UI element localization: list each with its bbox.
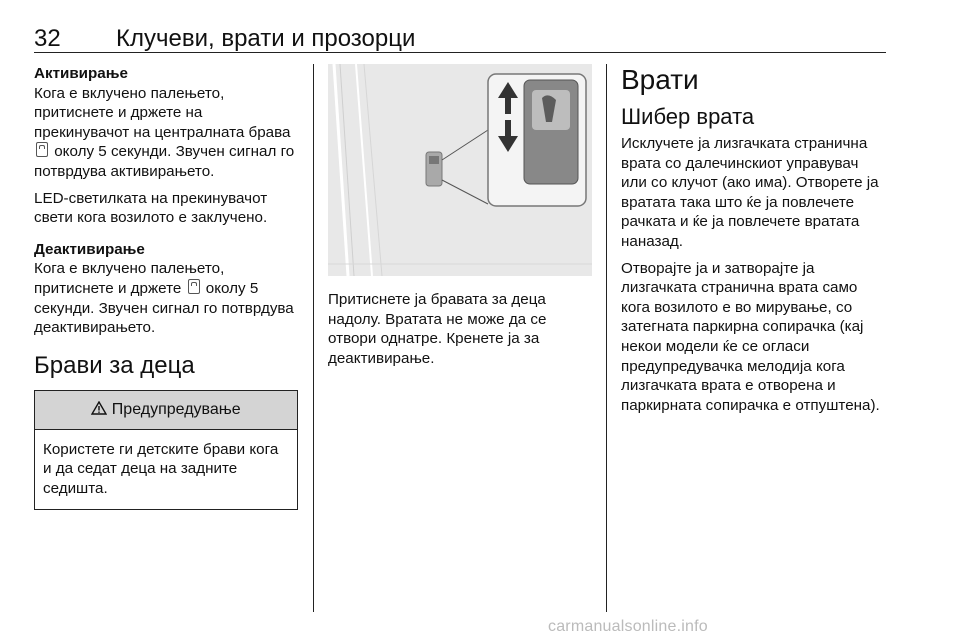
page-number: 32 (34, 25, 61, 52)
column-divider-left (313, 64, 314, 612)
column-divider-right (606, 64, 607, 612)
header-rule (34, 52, 886, 53)
activation-heading: Активирање (34, 65, 128, 82)
warning-box (34, 390, 298, 510)
column-left (34, 64, 300, 510)
led-paragraph: LED-светилката на прекинувачот свети кога возилото е заклучено. (34, 189, 268, 227)
warning-text: Користете ги детските брави кога и да седат деца на задните седишта. (43, 440, 279, 497)
warning-title: Предупредување (111, 400, 241, 418)
watermark: carmanualsonline.info (548, 618, 708, 635)
activation-text-b: околу 5 секунди. Звучен сигнал го потврдува активирањето. (34, 143, 295, 180)
page-title: Клучеви, врати и прозорци (116, 25, 416, 52)
central-lock-icon (36, 142, 48, 157)
activation-text-a: Кога е вклучено палењето, притиснете и држете на прекинувачот на централната брава (34, 84, 291, 141)
illustration-caption: Притиснете ја бравата за деца надолу. Вратата не може да се отвори однатре. Кренете ја за деактивирање. (328, 291, 547, 367)
child-lock-illustration (328, 64, 592, 276)
page-header (34, 26, 886, 52)
warning-header (35, 391, 297, 430)
deactivation-text-a: Кога е вклучено палењето, притиснете и држете (34, 260, 225, 297)
sliding-door-paragraph-2: Отворајте ја и затворајте ја лизгачката странична врата само кога возилото е во мирување, со затегната паркирна сопирачка (кај некои модели ќе се огласи предупредувачка мелодија кога лизгачката врата е отворена и паркирната сопирачка е отпуштена). (621, 259, 880, 414)
deactivation-heading: Деактивирање (34, 240, 145, 258)
sliding-door-paragraph-1: Исклучете ја лизгачката странична врата со далечинскиот управувач или со клучот (ако има). Отворете ја вратата така што ќе ја повлечете рачката и ќе ја повлечете вратата наназад. (621, 135, 879, 250)
deactivation-paragraph (34, 259, 300, 337)
deactivation-text-b: околу 5 секунди. Звучен сигнал го потврдува деактивирањето. (34, 279, 294, 337)
doors-heading: Врати (621, 64, 699, 95)
column-right (621, 64, 886, 422)
central-lock-icon (188, 279, 200, 294)
column-middle (328, 64, 592, 375)
activation-paragraph (34, 84, 300, 182)
warning-triangle-icon (91, 401, 107, 415)
door-edge-drawing (328, 64, 592, 276)
sliding-door-heading: Шибер врата (621, 104, 755, 129)
child-locks-heading: Брави за деца (34, 351, 195, 379)
